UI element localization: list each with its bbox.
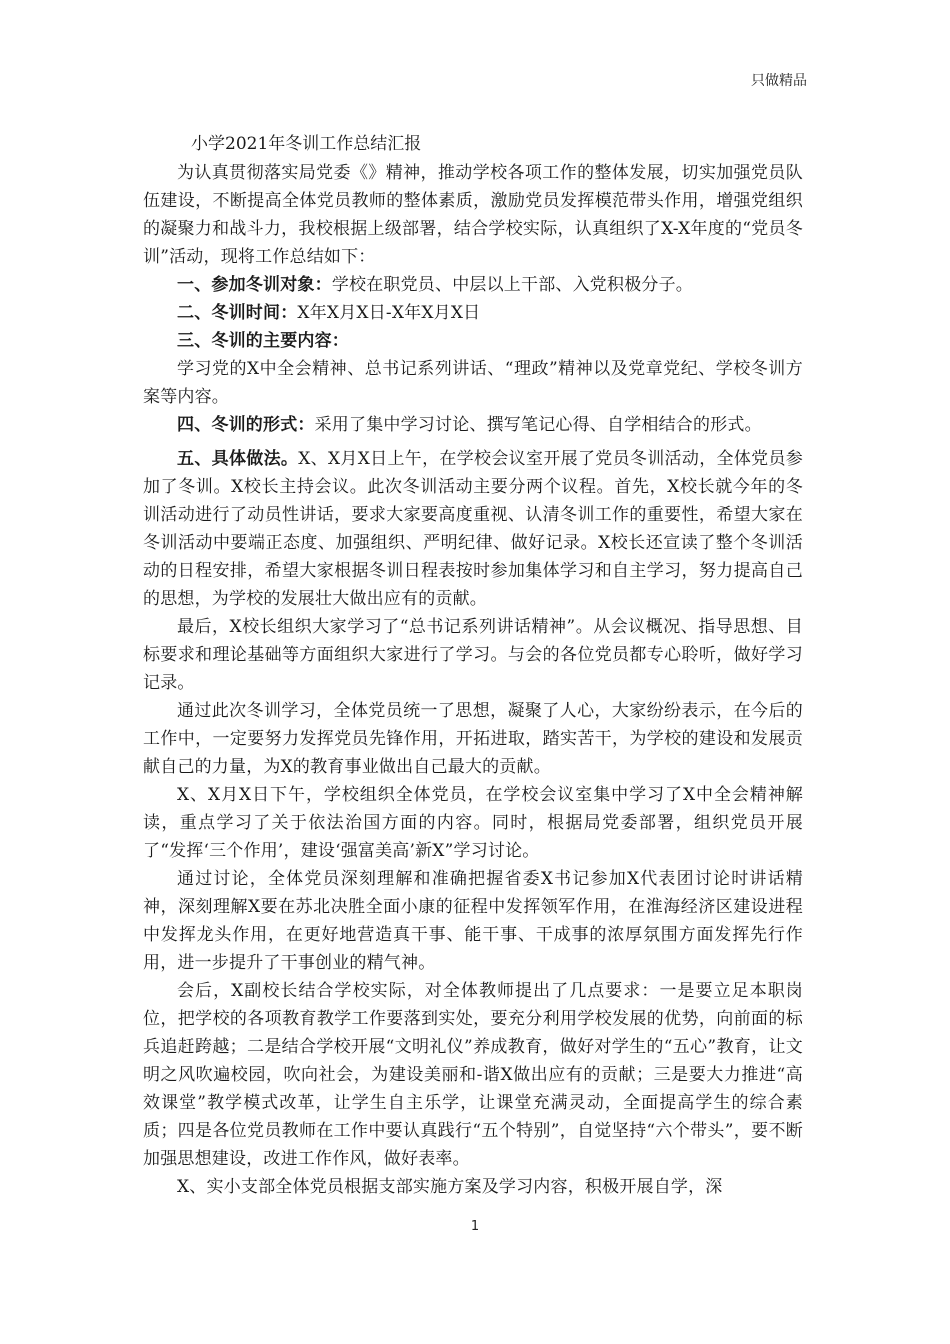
paragraph-study-speech: 最后，X校长组织大家学习了“总书记系列讲话精神”。从会议概况、指导思想、目标要求和理论基础等方面组织大家进行了学习。与会的各位党员都专心聆听，做好学习记录。: [143, 617, 803, 693]
section-participants-heading: 一、参加冬训对象：: [177, 275, 332, 295]
paragraph-requirements: 会后，X副校长结合学校实际，对全体教师提出了几点要求：一是要立足本职岗位，把学校的各项教育教学工作要落到实处，要充分利用学校发展的优势，向前面的标兵追赶跨越；二是结合学校开展“文明礼仪”养成教育，做好对学生的“五心”教育，让文明之风吹遍校园，吹向社会，为建设美丽和-谐X做出应有的贡献；三是要大力推进“高效课堂”教学模式改革，让学生自主乐学，让课堂充满灵动，全面提高学生的综合素质；四是各位党员教师在工作中要认真践行“五个特别”，自觉坚持“六个带头”，要不断加强思想建设，改进工作作风，做好表率。: [143, 981, 803, 1169]
document-title-line: [143, 133, 803, 155]
section-format: [143, 411, 803, 439]
section-time: [143, 299, 803, 327]
page-number: 1: [470, 1219, 480, 1234]
document-body: [143, 133, 803, 1201]
section-content-body: 学习党的X中全会精神、总书记系列讲话、“理政”精神以及党章党纪、学校冬训方案等内容。: [143, 359, 803, 407]
paragraph-discussion: 通过讨论，全体党员深刻理解和准确把握省委X书记参加X代表团讨论时讲话精神，深刻理解X要在苏北决胜全面小康的征程中发挥领军作用，在淮海经济区建设进程中发挥龙头作用，在更好地营造真干事、能干事、干成事的浓厚氛围方面发挥先行作用，进一步提升了干事创业的精气神。: [143, 869, 803, 973]
section-practice: [143, 445, 803, 613]
header-note: 只做精品: [751, 73, 807, 89]
section-time-text: X年X月X日-X年X月X日: [297, 303, 481, 323]
section-format-text: 采用了集中学习讨论、撰写笔记心得、自学相结合的形式。: [314, 415, 762, 435]
section-practice-heading: 五、具体做法。: [177, 449, 299, 469]
document-title: 小学2021年冬训工作总结汇报: [191, 134, 422, 154]
section-practice-text: X、X月X日上午，在学校会议室开展了党员冬训活动，全体党员参加了冬训。X校长主持会议。此次冬训活动主要分两个议程。首先，X校长就今年的冬训活动进行了动员性讲话，要求大家要高度重视、认清冬训工作的重要性，希望大家在冬训活动中要端正态度、加强组织、严明纪律、做好记录。X校长还宣读了整个冬训活动的日程安排，希望大家根据冬训日程表按时参加集体学习和自主学习，努力提高自己的思想，为学校的发展壮大做出应有的贡献。: [143, 449, 803, 609]
section-content: [143, 327, 803, 355]
paragraph-afternoon-study: X、X月X日下午，学校组织全体党员，在学校会议室集中学习了X中全会精神解读，重点学习了关于依法治国方面的内容。同时，根据局党委部署，组织党员开展了“发挥‘三个作用’，建设‘强富美高’新X”学习讨论。: [143, 785, 803, 861]
paragraph-outcome: 通过此次冬训学习，全体党员统一了思想，凝聚了人心，大家纷纷表示，在今后的工作中，一定要努力发挥党员先锋作用，开拓进取，踏实苦干，为学校的建设和发展贡献自己的力量，为X的教育事业做出自己最大的贡献。: [143, 701, 803, 777]
intro-paragraph: 为认真贯彻落实局党委《》精神，推动学校各项工作的整体发展，切实加强党员队伍建设，不断提高全体党员教师的整体素质，激励党员发挥模范带头作用，增强党组织的凝聚力和战斗力，我校根据上级部署，结合学校实际，认真组织了X-X年度的“党员冬训”活动，现将工作总结如下：: [143, 163, 803, 267]
paragraph-self-study: X、实小支部全体党员根据支部实施方案及学习内容，积极开展自学，深: [177, 1177, 723, 1197]
section-format-heading: 四、冬训的形式：: [177, 415, 315, 435]
section-time-heading: 二、冬训时间：: [177, 303, 298, 323]
section-content-heading: 三、冬训的主要内容：: [177, 331, 349, 351]
section-participants-text: 学校在职党员、中层以上干部、入党积极分子。: [331, 275, 694, 295]
section-participants: [143, 271, 803, 299]
